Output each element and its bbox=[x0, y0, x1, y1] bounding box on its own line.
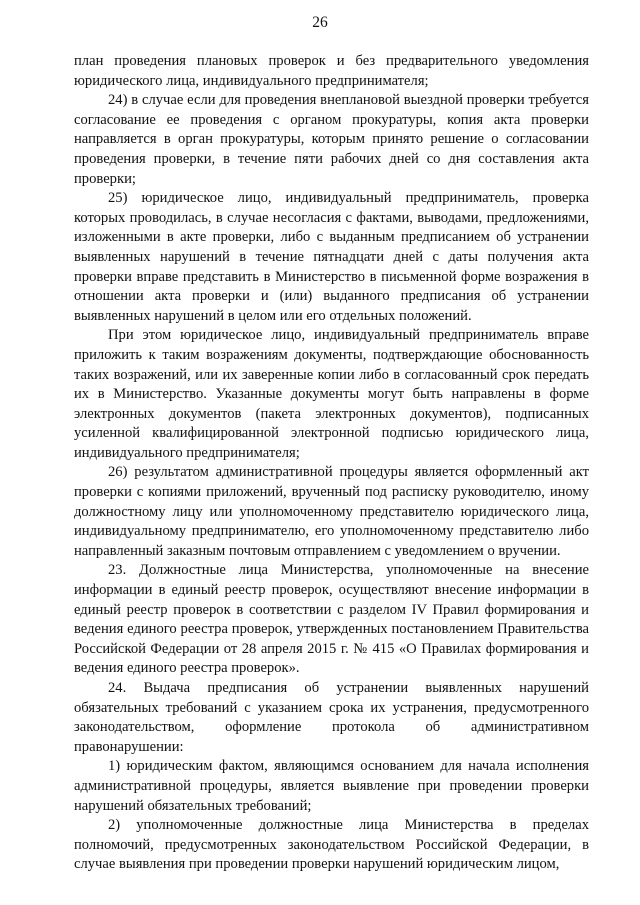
paragraph-section-23: 23. Должностные лица Министерства, уполномоченные на внесение информации в единый реестр проверок, осуществляют внесение информации в единый реестр проверок в соответствии с разделом IV Правил формирования и ведения единого реестра проверок, утвержденных постановлением Правительства Российской Федерации от 28 апреля 2015 г. № 415 «О Правилах формирования и ведения единого реестра проверок». bbox=[74, 562, 589, 677]
paragraph-item-26: 26) результатом административной процедуры является оформленный акт проверки с копиями приложений, врученный под расписку руководителю, иному должностному лицу или уполномоченному представителю юридического лица, индивидуальному предпринимателю, его уполномоченному представителю либо направленный заказным почтовым отправлением с уведомлением о вручении. bbox=[74, 464, 589, 559]
page-number: 26 bbox=[312, 14, 328, 31]
paragraph-subitem-2: 2) уполномоченные должностные лица Министерства в пределах полномочий, предусмотренных законодательством Российской Федерации, в случае выявления при проведении проверки нарушений юридическим лицом, bbox=[74, 817, 589, 873]
paragraph-section-24: 24. Выдача предписания об устранении выявленных нарушений обязательных требований с указанием срока их устранения, предусмотренного законодательством, оформление протокола об административном правонарушении: bbox=[74, 680, 589, 755]
paragraph-subitem-1: 1) юридическим фактом, являющимся основанием для начала исполнения административной процедуры, является выявление при проведении проверки нарушений обязательных требований; bbox=[74, 758, 589, 814]
paragraph-item-24: 24) в случае если для проведения внеплановой выездной проверки требуется согласование ее проведения с органом прокуратуры, копия акта проверки направляется в орган прокуратуры, которым принято решение о согласовании проведения проверки, в течение пяти рабочих дней со дня составления акта проверки; bbox=[74, 92, 589, 187]
document-body bbox=[74, 52, 589, 875]
paragraph-continuation: план проведения плановых проверок и без предварительного уведомления юридического лица, индивидуального предпринимателя; bbox=[74, 53, 589, 89]
paragraph-item-25: 25) юридическое лицо, индивидуальный предприниматель, проверка которых проводилась, в случае несогласия с фактами, выводами, предложениями, изложенными в акте проверки, либо с выданным предписанием об устранении выявленных нарушений в течение пятнадцати дней с даты получения акта проверки вправе представить в Министерство в письменной форме возражения в отношении акта проверки и (или) выданного предписания об устранении выявленных нарушений в целом или его отдельных положений. bbox=[74, 190, 589, 324]
paragraph-objections: При этом юридическое лицо, индивидуальный предприниматель вправе приложить к таким возражениям документы, подтверждающие обоснованность таких возражений, или их заверенные копии либо в согласованный срок передать их в Министерство. Указанные документы могут быть направлены в форме электронных документов (пакета электронных документов), подписанных усиленной квалифицированной электронной подписью юридического лица, индивидуального предпринимателя; bbox=[74, 327, 589, 461]
